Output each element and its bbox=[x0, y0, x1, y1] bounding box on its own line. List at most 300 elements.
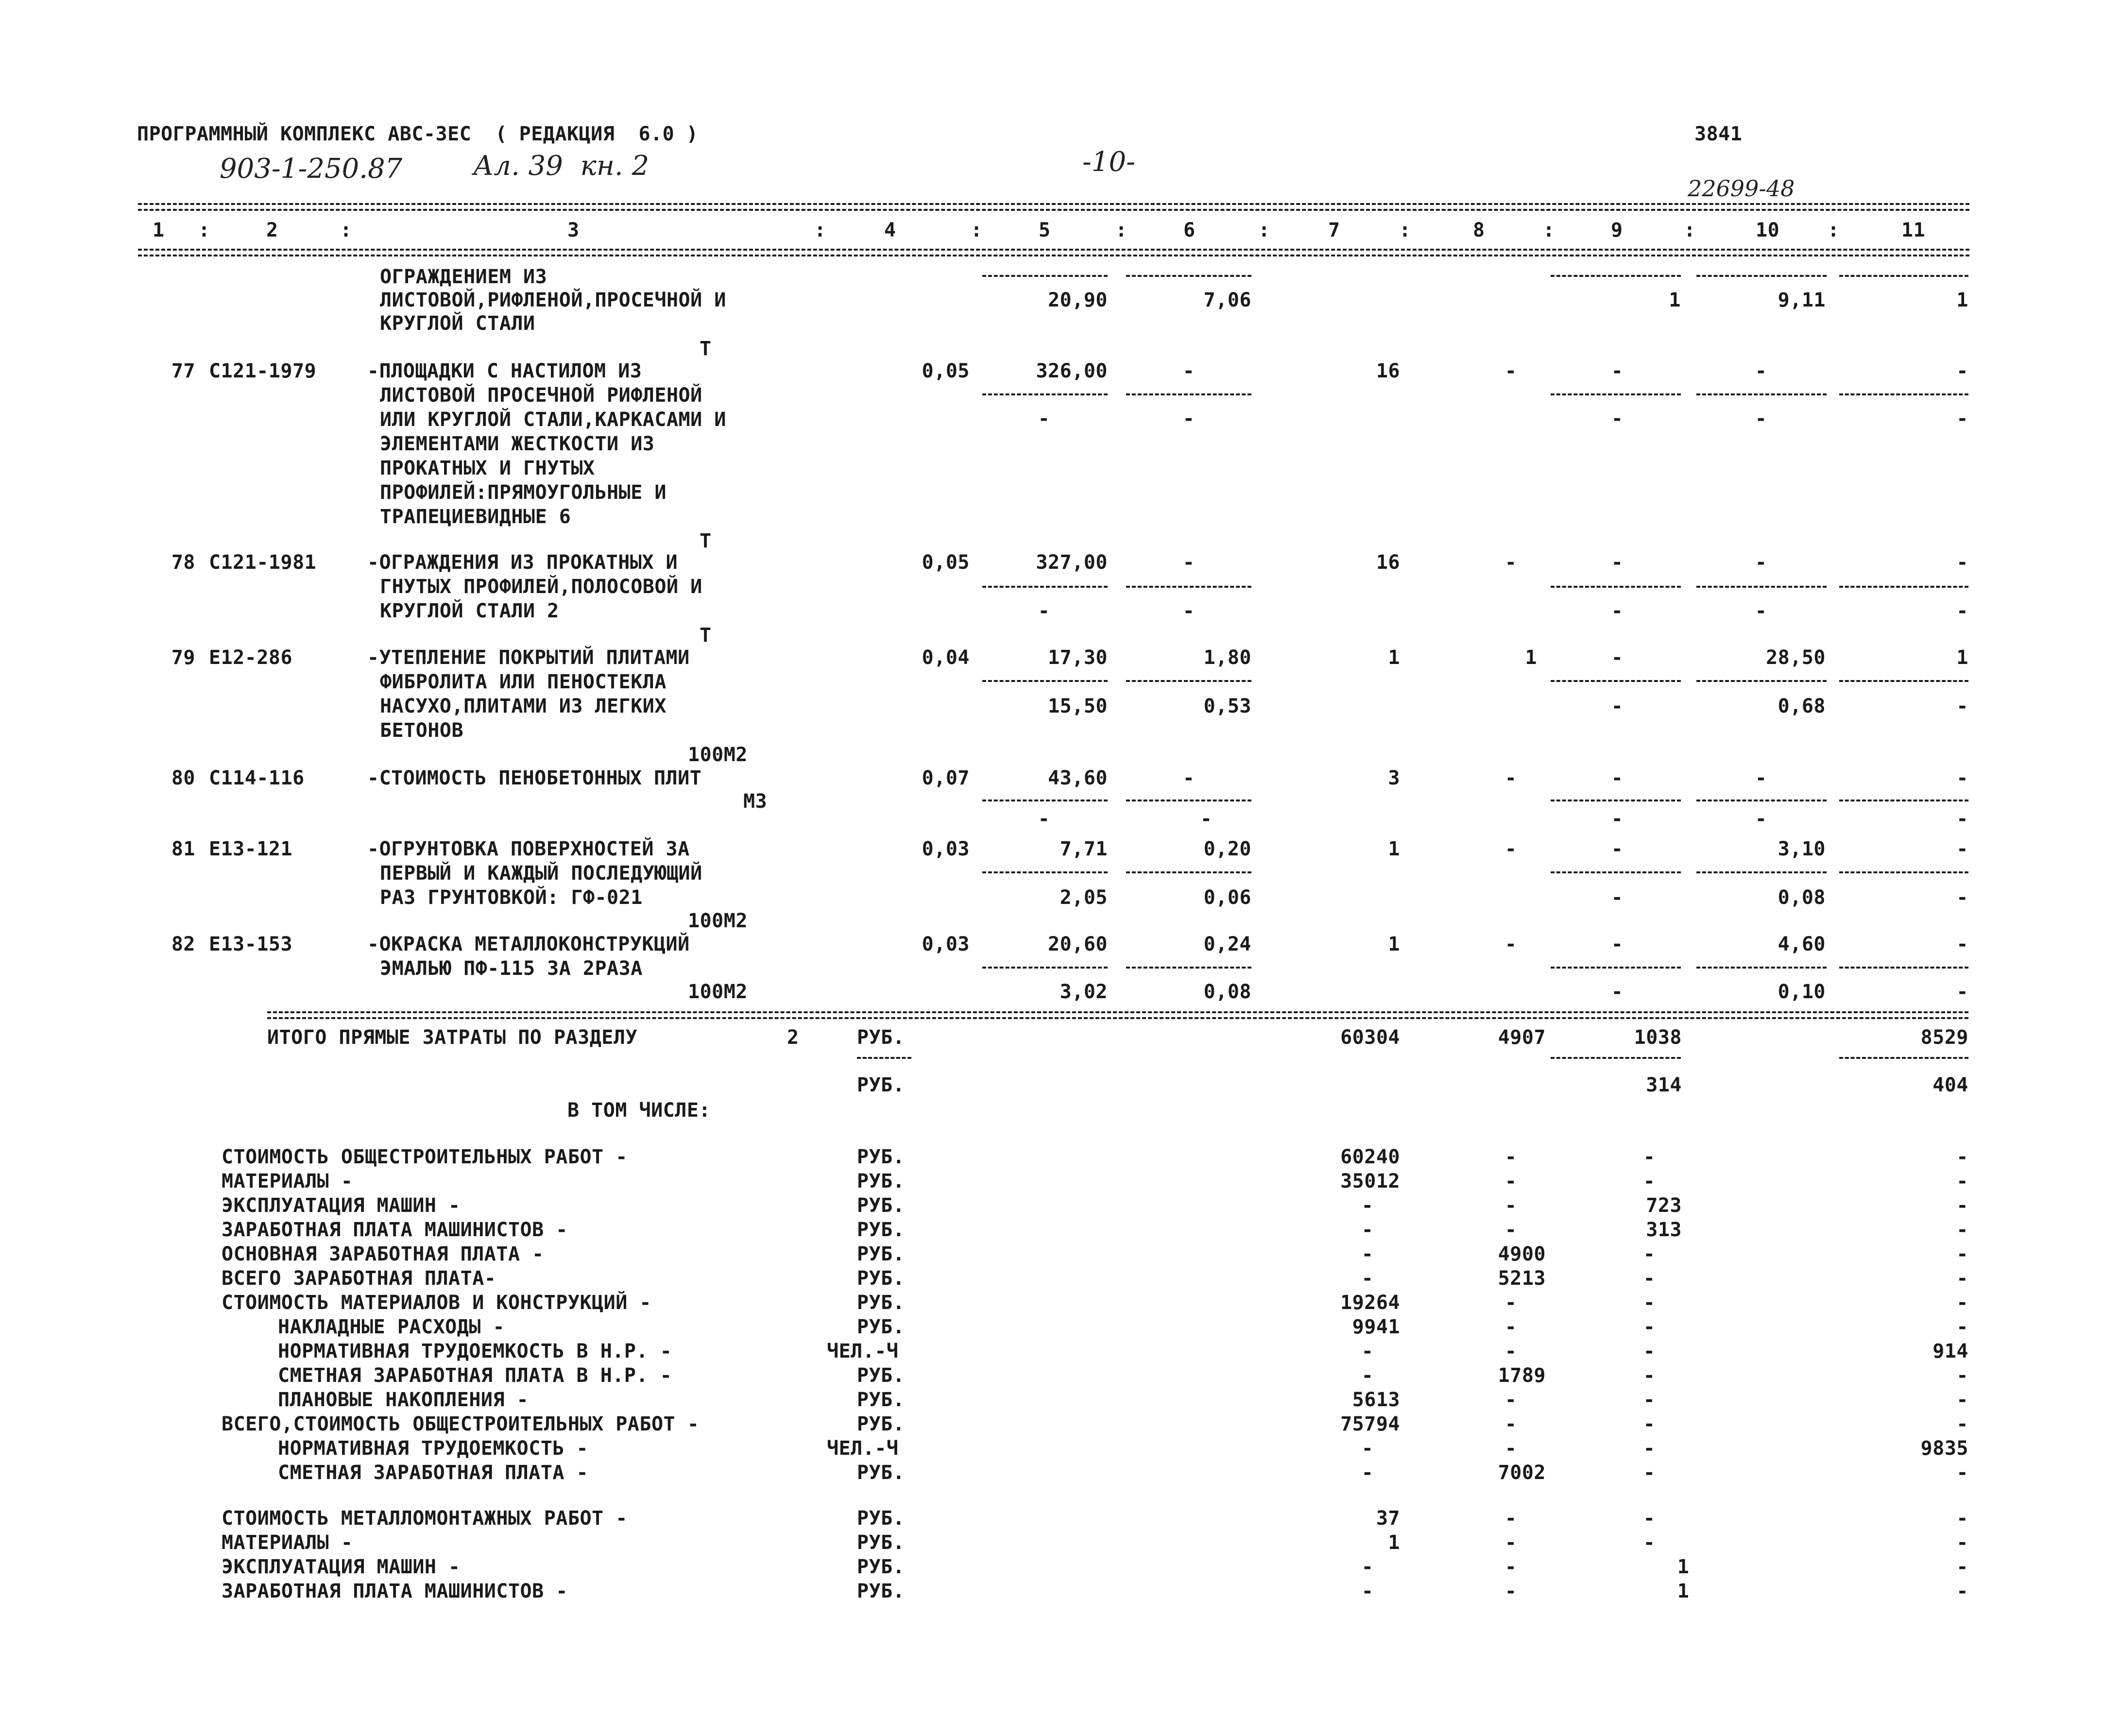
cell-col8: - bbox=[1505, 933, 1517, 955]
cell-col9-sub: - bbox=[1611, 600, 1624, 622]
summary-col9: - bbox=[1643, 1462, 1656, 1484]
summary-unit: РУБ. bbox=[857, 1243, 905, 1265]
cell-col11-sub: - bbox=[1956, 695, 1968, 717]
summary-col11: - bbox=[1956, 1170, 1968, 1192]
summary-col7: - bbox=[1361, 1194, 1374, 1217]
cell-col6-sub: 0,53 bbox=[1203, 695, 1251, 717]
row-description: ЛИСТОВОЙ ПРОСЕЧНОЙ РИФЛЕНОЙ bbox=[380, 384, 702, 407]
row-description: -ОКРАСКА МЕТАЛЛОКОНСТРУКЦИЙ bbox=[367, 933, 690, 955]
cell-rule bbox=[857, 1057, 911, 1059]
col-6: 6 bbox=[1183, 219, 1196, 241]
cell-rule bbox=[1839, 393, 1968, 395]
totals-col11-sub: 404 bbox=[1932, 1074, 1968, 1096]
summary-col9: 1 bbox=[1677, 1556, 1690, 1578]
summary-label: ПЛАНОВЫЕ НАКОПЛЕНИЯ - bbox=[278, 1389, 529, 1411]
summary-unit: РУБ. bbox=[857, 1316, 905, 1338]
cell-col9: - bbox=[1611, 360, 1624, 382]
row-description: ПРОФИЛЕЙ:ПРЯМОУГОЛЬНЫЕ И bbox=[380, 481, 667, 504]
summary-col9: - bbox=[1643, 1413, 1656, 1435]
cell-col6-sub: 0,06 bbox=[1203, 886, 1251, 909]
cell-rule bbox=[982, 967, 1108, 969]
summary-col9: 723 bbox=[1646, 1194, 1682, 1217]
handwritten-project-code: 903-1-250.87 bbox=[220, 153, 403, 185]
summary-col11: - bbox=[1956, 1194, 1968, 1217]
summary-col8: - bbox=[1505, 1194, 1517, 1217]
summary-label: ЗАРАБОТНАЯ ПЛАТА МАШИНИСТОВ - bbox=[222, 1219, 568, 1241]
row-description: КРУГЛОЙ СТАЛИ bbox=[380, 312, 535, 335]
cell-col6: 7,06 bbox=[1203, 289, 1251, 311]
cell-rule bbox=[1551, 275, 1681, 277]
cell-col5: 20,90 bbox=[1048, 289, 1108, 311]
row-description: ГНУТЫХ ПРОФИЛЕЙ,ПОЛОСОВОЙ И bbox=[380, 576, 702, 598]
summary-col7: - bbox=[1361, 1462, 1374, 1484]
cell-col10: - bbox=[1755, 551, 1767, 574]
cell-col4: 0,04 bbox=[922, 647, 970, 669]
handwritten-sheet: Ал. 39 кн. 2 bbox=[473, 150, 650, 182]
cell-rule bbox=[1126, 871, 1251, 873]
row-description: КРУГЛОЙ СТАЛИ 2 bbox=[380, 600, 559, 622]
cell-rule bbox=[1839, 1057, 1968, 1059]
totals-col9: 1038 bbox=[1634, 1026, 1682, 1049]
rule-top bbox=[138, 203, 1969, 205]
summary-col11: - bbox=[1956, 1413, 1968, 1435]
summary-col8: - bbox=[1505, 1580, 1517, 1602]
cell-col4: 0,07 bbox=[922, 767, 970, 789]
cell-col6: - bbox=[1182, 767, 1195, 789]
totals-col11: 8529 bbox=[1920, 1026, 1968, 1049]
summary-col9: - bbox=[1643, 1340, 1656, 1362]
summary-col7: 1 bbox=[1388, 1532, 1400, 1554]
col-sep: : bbox=[814, 219, 826, 241]
cell-col5-sub: 2,05 bbox=[1060, 886, 1108, 909]
cell-rule bbox=[1126, 393, 1251, 395]
col-8: 8 bbox=[1473, 219, 1485, 241]
cell-col9: - bbox=[1611, 551, 1624, 574]
row-description: ИЛИ КРУГЛОЙ СТАЛИ,КАРКАСАМИ И bbox=[380, 408, 726, 431]
cell-rule bbox=[1126, 275, 1251, 277]
row-number: 81 bbox=[171, 838, 195, 860]
cell-col6-sub: - bbox=[1182, 600, 1195, 622]
row-code: С121-1981 bbox=[209, 551, 317, 574]
row-description: ПРОКАТНЫХ И ГНУТЫХ bbox=[380, 457, 595, 479]
cell-col8: - bbox=[1505, 551, 1517, 574]
summary-col11: - bbox=[1956, 1507, 1968, 1530]
summary-col11: - bbox=[1956, 1462, 1968, 1484]
unit-label: 100М2 bbox=[688, 981, 748, 1003]
row-number: 80 bbox=[171, 767, 195, 789]
cell-rule bbox=[1126, 967, 1251, 969]
col-11: 11 bbox=[1901, 219, 1926, 241]
summary-col8: - bbox=[1505, 1413, 1517, 1435]
cell-rule bbox=[1696, 800, 1827, 801]
summary-unit: РУБ. bbox=[857, 1194, 905, 1217]
row-description: РАЗ ГРУНТОВКОЙ: ГФ-021 bbox=[380, 886, 643, 909]
cell-col7: 1 bbox=[1388, 838, 1400, 860]
cell-rule bbox=[1126, 800, 1251, 801]
summary-unit: РУБ. bbox=[857, 1580, 905, 1602]
cell-col6: 0,20 bbox=[1203, 838, 1251, 860]
col-sep: : bbox=[340, 219, 352, 241]
cell-rule bbox=[1551, 393, 1681, 395]
cell-col5: 43,60 bbox=[1048, 767, 1108, 789]
cell-col6-sub: 0,08 bbox=[1203, 981, 1251, 1003]
cell-col10: 28,50 bbox=[1766, 647, 1826, 669]
cell-col9-sub: - bbox=[1611, 886, 1624, 909]
cell-col9-sub: - bbox=[1611, 408, 1624, 430]
summary-col8: - bbox=[1505, 1389, 1517, 1411]
cell-rule bbox=[1839, 275, 1968, 277]
cell-col9-sub: - bbox=[1611, 695, 1624, 717]
col-sep: : bbox=[1115, 219, 1128, 241]
cell-col7: 3 bbox=[1388, 767, 1400, 789]
cell-col5-sub: - bbox=[1038, 600, 1050, 622]
summary-col9: - bbox=[1643, 1437, 1656, 1460]
summary-col8: - bbox=[1505, 1170, 1517, 1192]
row-number: 82 bbox=[171, 933, 195, 955]
cell-col10-sub: 0,08 bbox=[1778, 886, 1826, 909]
col-sep: : bbox=[1543, 219, 1555, 241]
col-1: 1 bbox=[153, 219, 165, 241]
summary-label: ЗАРАБОТНАЯ ПЛАТА МАШИНИСТОВ - bbox=[222, 1580, 568, 1602]
cell-col11: - bbox=[1956, 933, 1968, 955]
summary-col9: 1 bbox=[1677, 1580, 1690, 1602]
cell-rule bbox=[1551, 967, 1681, 969]
cell-col8: - bbox=[1505, 838, 1517, 860]
page-number: -10- bbox=[1082, 146, 1136, 178]
cell-col5-sub: - bbox=[1038, 808, 1050, 830]
summary-unit: РУБ. bbox=[857, 1389, 905, 1411]
summary-unit: РУБ. bbox=[857, 1507, 905, 1530]
summary-col8: - bbox=[1505, 1316, 1517, 1338]
totals-label: ИТОГО ПРЯМЫЕ ЗАТРАТЫ ПО РАЗДЕЛУ bbox=[267, 1026, 638, 1049]
row-description: ЭЛЕМЕНТАМИ ЖЕСТКОСТИ ИЗ bbox=[380, 433, 655, 455]
summary-label: СТОИМОСТЬ МАТЕРИАЛОВ И КОНСТРУКЦИЙ - bbox=[222, 1292, 651, 1314]
row-description: ЛИСТОВОЙ,РИФЛЕНОЙ,ПРОСЕЧНОЙ И bbox=[380, 289, 726, 311]
col-sep: : bbox=[1258, 219, 1270, 241]
summary-label: НОРМАТИВНАЯ ТРУДОЕМКОСТЬ - bbox=[278, 1437, 589, 1460]
cell-col10: - bbox=[1755, 767, 1767, 789]
totals-col9-sub: 314 bbox=[1646, 1074, 1682, 1096]
summary-unit: РУБ. bbox=[857, 1462, 905, 1484]
summary-label: ЭКСПЛУАТАЦИЯ МАШИН - bbox=[222, 1194, 461, 1217]
cell-col6: - bbox=[1182, 360, 1195, 382]
summary-col11: 9835 bbox=[1920, 1437, 1968, 1460]
cell-rule bbox=[1551, 586, 1681, 588]
summary-col11: - bbox=[1956, 1267, 1968, 1290]
summary-col9: - bbox=[1643, 1170, 1656, 1192]
cell-col11: 1 bbox=[1956, 647, 1968, 669]
summary-col11: - bbox=[1956, 1292, 1968, 1314]
cell-rule bbox=[1839, 586, 1968, 588]
cell-col5: 17,30 bbox=[1048, 647, 1108, 669]
summary-col11: - bbox=[1956, 1364, 1968, 1387]
summary-col7: 37 bbox=[1376, 1507, 1400, 1530]
totals-col8: 4907 bbox=[1498, 1026, 1546, 1049]
cell-col10: 4,60 bbox=[1778, 933, 1826, 955]
cell-col11-sub: - bbox=[1956, 808, 1968, 830]
cell-rule bbox=[1126, 586, 1251, 588]
summary-col8: - bbox=[1505, 1507, 1517, 1530]
summary-col9: - bbox=[1643, 1243, 1656, 1265]
rule-totals bbox=[267, 1011, 1968, 1013]
summary-col11: - bbox=[1956, 1243, 1968, 1265]
summary-col7: 19264 bbox=[1340, 1292, 1400, 1314]
row-description: -СТОИМОСТЬ ПЕНОБЕТОННЫХ ПЛИТ bbox=[367, 767, 702, 789]
summary-label: СТОИМОСТЬ МЕТАЛЛОМОНТАЖНЫХ РАБОТ - bbox=[222, 1507, 628, 1530]
row-description: -ОГРУНТОВКА ПОВЕРХНОСТЕЙ ЗА bbox=[367, 838, 690, 860]
summary-label: МАТЕРИАЛЫ - bbox=[222, 1532, 353, 1554]
summary-col9: - bbox=[1643, 1146, 1656, 1168]
col-sep: : bbox=[971, 219, 983, 241]
summary-col7: - bbox=[1361, 1219, 1374, 1241]
col-sep: : bbox=[1828, 219, 1840, 241]
summary-col9: - bbox=[1643, 1532, 1656, 1554]
cell-col9: 1 bbox=[1669, 289, 1681, 311]
unit-label: Т bbox=[700, 624, 712, 647]
summary-col9: - bbox=[1643, 1316, 1656, 1338]
cell-col11-sub: - bbox=[1956, 408, 1968, 430]
cell-col10-sub: 0,10 bbox=[1778, 981, 1826, 1003]
summary-col7: - bbox=[1361, 1556, 1374, 1578]
cell-rule bbox=[1551, 1057, 1681, 1059]
cell-col7: 16 bbox=[1376, 360, 1400, 382]
summary-unit: РУБ. bbox=[857, 1170, 905, 1192]
row-description: ФИБРОЛИТА ИЛИ ПЕНОСТЕКЛА bbox=[380, 671, 667, 693]
cell-rule bbox=[982, 680, 1108, 682]
summary-col9: 313 bbox=[1646, 1219, 1682, 1241]
cell-rule bbox=[1696, 586, 1827, 588]
cell-rule bbox=[982, 871, 1108, 873]
cell-rule bbox=[1696, 967, 1827, 969]
summary-col11: - bbox=[1956, 1580, 1968, 1602]
summary-col7: - bbox=[1361, 1364, 1374, 1387]
summary-unit: РУБ. bbox=[857, 1364, 905, 1387]
cell-col9: - bbox=[1611, 933, 1624, 955]
summary-col9: - bbox=[1643, 1389, 1656, 1411]
cell-rule bbox=[1551, 871, 1681, 873]
row-description: БЕТОНОВ bbox=[380, 719, 464, 742]
summary-col8: - bbox=[1505, 1219, 1517, 1241]
col-2: 2 bbox=[266, 219, 278, 241]
row-code: Е13-153 bbox=[209, 933, 293, 955]
col-5: 5 bbox=[1039, 219, 1051, 241]
summary-unit: РУБ. bbox=[857, 1413, 905, 1435]
row-description: ПЕРВЫЙ И КАЖДЫЙ ПОСЛЕДУЮЩИЙ bbox=[380, 862, 702, 885]
cell-col7: 16 bbox=[1376, 551, 1400, 574]
cell-col5: 326,00 bbox=[1036, 360, 1108, 382]
summary-label: ОСНОВНАЯ ЗАРАБОТНАЯ ПЛАТА - bbox=[222, 1243, 544, 1265]
summary-col11: - bbox=[1956, 1219, 1968, 1241]
row-description: -УТЕПЛЕНИЕ ПОКРЫТИЙ ПЛИТАМИ bbox=[367, 647, 690, 669]
summary-col11: - bbox=[1956, 1532, 1968, 1554]
cell-col10-sub: 0,68 bbox=[1778, 695, 1826, 717]
summary-unit: РУБ. bbox=[857, 1532, 905, 1554]
summary-unit: РУБ. bbox=[857, 1219, 905, 1241]
cell-col5: 327,00 bbox=[1036, 551, 1108, 574]
summary-unit: РУБ. bbox=[857, 1146, 905, 1168]
summary-col7: 60240 bbox=[1340, 1146, 1400, 1168]
cell-col11: - bbox=[1956, 551, 1968, 574]
row-number: 77 bbox=[171, 360, 195, 382]
summary-label: ЭКСПЛУАТАЦИЯ МАШИН - bbox=[222, 1556, 461, 1578]
cell-col8: 1 bbox=[1525, 647, 1537, 669]
cell-col6: 0,24 bbox=[1203, 933, 1251, 955]
summary-col7: - bbox=[1361, 1267, 1374, 1290]
cell-rule bbox=[1696, 680, 1827, 682]
summary-col7: 5613 bbox=[1352, 1389, 1400, 1411]
cell-col11: - bbox=[1956, 838, 1968, 860]
cell-rule bbox=[982, 586, 1108, 588]
totals-unit-2: РУБ. bbox=[857, 1074, 905, 1096]
cell-rule bbox=[1696, 275, 1827, 277]
unit-label: Т bbox=[700, 530, 712, 552]
cell-col6: - bbox=[1182, 551, 1195, 574]
summary-col8: 4900 bbox=[1498, 1243, 1546, 1265]
cell-col5-sub: 3,02 bbox=[1060, 981, 1108, 1003]
cell-rule bbox=[982, 275, 1108, 277]
summary-col11: - bbox=[1956, 1556, 1968, 1578]
col-10: 10 bbox=[1756, 219, 1780, 241]
totals-col7: 60304 bbox=[1340, 1026, 1400, 1049]
cell-rule bbox=[982, 800, 1108, 801]
row-code: Е13-121 bbox=[209, 838, 293, 860]
cell-col4: 0,05 bbox=[922, 551, 970, 574]
summary-col7: 35012 bbox=[1340, 1170, 1400, 1192]
row-code: Е12-286 bbox=[209, 647, 293, 669]
cell-col11: 1 bbox=[1956, 289, 1968, 311]
cell-col10-sub: - bbox=[1755, 408, 1767, 430]
col-9: 9 bbox=[1611, 219, 1623, 241]
row-description: -ОГРАЖДЕНИЯ ИЗ ПРОКАТНЫХ И bbox=[367, 551, 678, 574]
rule-header-bottom bbox=[138, 249, 1969, 251]
summary-col7: 9941 bbox=[1352, 1316, 1400, 1338]
summary-label: НАКЛАДНЫЕ РАСХОДЫ - bbox=[278, 1316, 505, 1338]
summary-col11: 914 bbox=[1932, 1340, 1968, 1362]
col-sep: : bbox=[1399, 219, 1411, 241]
cell-rule bbox=[1839, 967, 1968, 969]
col-sep: : bbox=[1684, 219, 1696, 241]
row-code: С114-116 bbox=[209, 767, 305, 789]
summary-col8: - bbox=[1505, 1292, 1517, 1314]
col-sep: : bbox=[198, 219, 210, 241]
summary-unit: РУБ. bbox=[857, 1556, 905, 1578]
summary-col11: - bbox=[1956, 1316, 1968, 1338]
cell-col9: - bbox=[1611, 647, 1624, 669]
cell-rule bbox=[1839, 680, 1968, 682]
unit-label: 100М2 bbox=[688, 744, 748, 766]
totals-unit: РУБ. bbox=[857, 1026, 905, 1049]
cell-col6-sub: - bbox=[1200, 808, 1213, 830]
totals-section: 2 bbox=[787, 1026, 799, 1049]
row-description: -ПЛОЩАДКИ С НАСТИЛОМ ИЗ bbox=[367, 360, 642, 382]
cell-rule bbox=[1696, 393, 1827, 395]
cell-col5: 20,60 bbox=[1048, 933, 1108, 955]
unit-label: Т bbox=[700, 338, 712, 360]
summary-label: СМЕТНАЯ ЗАРАБОТНАЯ ПЛАТА - bbox=[278, 1462, 589, 1484]
cell-rule bbox=[982, 393, 1108, 395]
cell-col8: - bbox=[1505, 767, 1517, 789]
cell-col9: - bbox=[1611, 838, 1624, 860]
row-number: 79 bbox=[171, 647, 195, 669]
cell-col11: - bbox=[1956, 767, 1968, 789]
cell-rule bbox=[1551, 680, 1681, 682]
cell-col5-sub: - bbox=[1038, 408, 1050, 430]
cell-col4: 0,03 bbox=[922, 838, 970, 860]
cell-col6-sub: - bbox=[1182, 408, 1195, 430]
cell-col6: 1,80 bbox=[1203, 647, 1251, 669]
summary-col7: - bbox=[1361, 1243, 1374, 1265]
rule-top-2 bbox=[138, 209, 1969, 211]
cell-col9-sub: - bbox=[1611, 981, 1624, 1003]
program-title: ПРОГРАММНЫЙ КОМПЛЕКС АВС-3ЕС ( РЕДАКЦИЯ 6.0 ) bbox=[137, 123, 699, 145]
summary-col11: - bbox=[1956, 1146, 1968, 1168]
summary-label: СМЕТНАЯ ЗАРАБОТНАЯ ПЛАТА В Н.Р. - bbox=[278, 1364, 672, 1387]
cell-col7: 1 bbox=[1388, 933, 1400, 955]
summary-label: ВСЕГО,СТОИМОСТЬ ОБЩЕСТРОИТЕЛЬНЫХ РАБОТ - bbox=[222, 1413, 700, 1435]
cell-col11-sub: - bbox=[1956, 600, 1968, 622]
cell-col8: - bbox=[1505, 360, 1517, 382]
row-description: ОГРАЖДЕНИЕМ ИЗ bbox=[380, 266, 547, 288]
unit-label: М3 bbox=[743, 790, 768, 813]
cell-rule bbox=[1839, 871, 1968, 873]
row-description: ТРАПЕЦИЕВИДНЫЕ 6 bbox=[380, 506, 571, 528]
cell-col10-sub: - bbox=[1755, 600, 1767, 622]
col-3: 3 bbox=[567, 219, 580, 241]
summary-col8: 5213 bbox=[1498, 1267, 1546, 1290]
summary-label: СТОИМОСТЬ ОБЩЕСТРОИТЕЛЬНЫХ РАБОТ - bbox=[222, 1146, 628, 1168]
cell-rule bbox=[1551, 800, 1681, 801]
unit-label: 100М2 bbox=[688, 910, 748, 932]
summary-col8: - bbox=[1505, 1340, 1517, 1362]
summary-unit: ЧЕЛ.-Ч bbox=[827, 1437, 899, 1460]
summary-unit: РУБ. bbox=[857, 1292, 905, 1314]
summary-label: НОРМАТИВНАЯ ТРУДОЕМКОСТЬ В Н.Р. - bbox=[278, 1340, 672, 1362]
including-heading: В ТОМ ЧИСЛЕ: bbox=[567, 1099, 711, 1122]
cell-col10-sub: - bbox=[1755, 808, 1767, 830]
summary-unit: РУБ. bbox=[857, 1267, 905, 1290]
cell-rule bbox=[1126, 680, 1251, 682]
row-code: С121-1979 bbox=[209, 360, 317, 382]
summary-col9: - bbox=[1643, 1364, 1656, 1387]
summary-col7: - bbox=[1361, 1340, 1374, 1362]
summary-col8: - bbox=[1505, 1556, 1517, 1578]
summary-col9: - bbox=[1643, 1507, 1656, 1530]
summary-col8: - bbox=[1505, 1146, 1517, 1168]
rule-totals-2 bbox=[267, 1017, 1968, 1019]
rule-header-bottom-2 bbox=[138, 255, 1969, 256]
summary-label: МАТЕРИАЛЫ - bbox=[222, 1170, 353, 1192]
summary-col8: 7002 bbox=[1498, 1462, 1546, 1484]
cell-col5-sub: 15,50 bbox=[1048, 695, 1108, 717]
summary-col7: 75794 bbox=[1340, 1413, 1400, 1435]
summary-col8: 1789 bbox=[1498, 1364, 1546, 1387]
summary-col8: - bbox=[1505, 1437, 1517, 1460]
cell-col5: 7,71 bbox=[1060, 838, 1108, 860]
summary-col8: - bbox=[1505, 1532, 1517, 1554]
document-number: 3841 bbox=[1694, 123, 1743, 145]
row-number: 78 bbox=[171, 551, 195, 574]
summary-col9: - bbox=[1643, 1292, 1656, 1314]
cell-rule bbox=[1696, 871, 1827, 873]
handwritten-reference: 22699-48 bbox=[1688, 175, 1795, 202]
cell-col10: 3,10 bbox=[1778, 838, 1826, 860]
row-description: НАСУХО,ПЛИТАМИ ИЗ ЛЕГКИХ bbox=[380, 695, 667, 717]
cell-col9-sub: - bbox=[1611, 808, 1624, 830]
cell-col10: 9,11 bbox=[1778, 289, 1826, 311]
cell-col7: 1 bbox=[1388, 647, 1400, 669]
col-4: 4 bbox=[884, 219, 896, 241]
cell-col4: 0,05 bbox=[922, 360, 970, 382]
